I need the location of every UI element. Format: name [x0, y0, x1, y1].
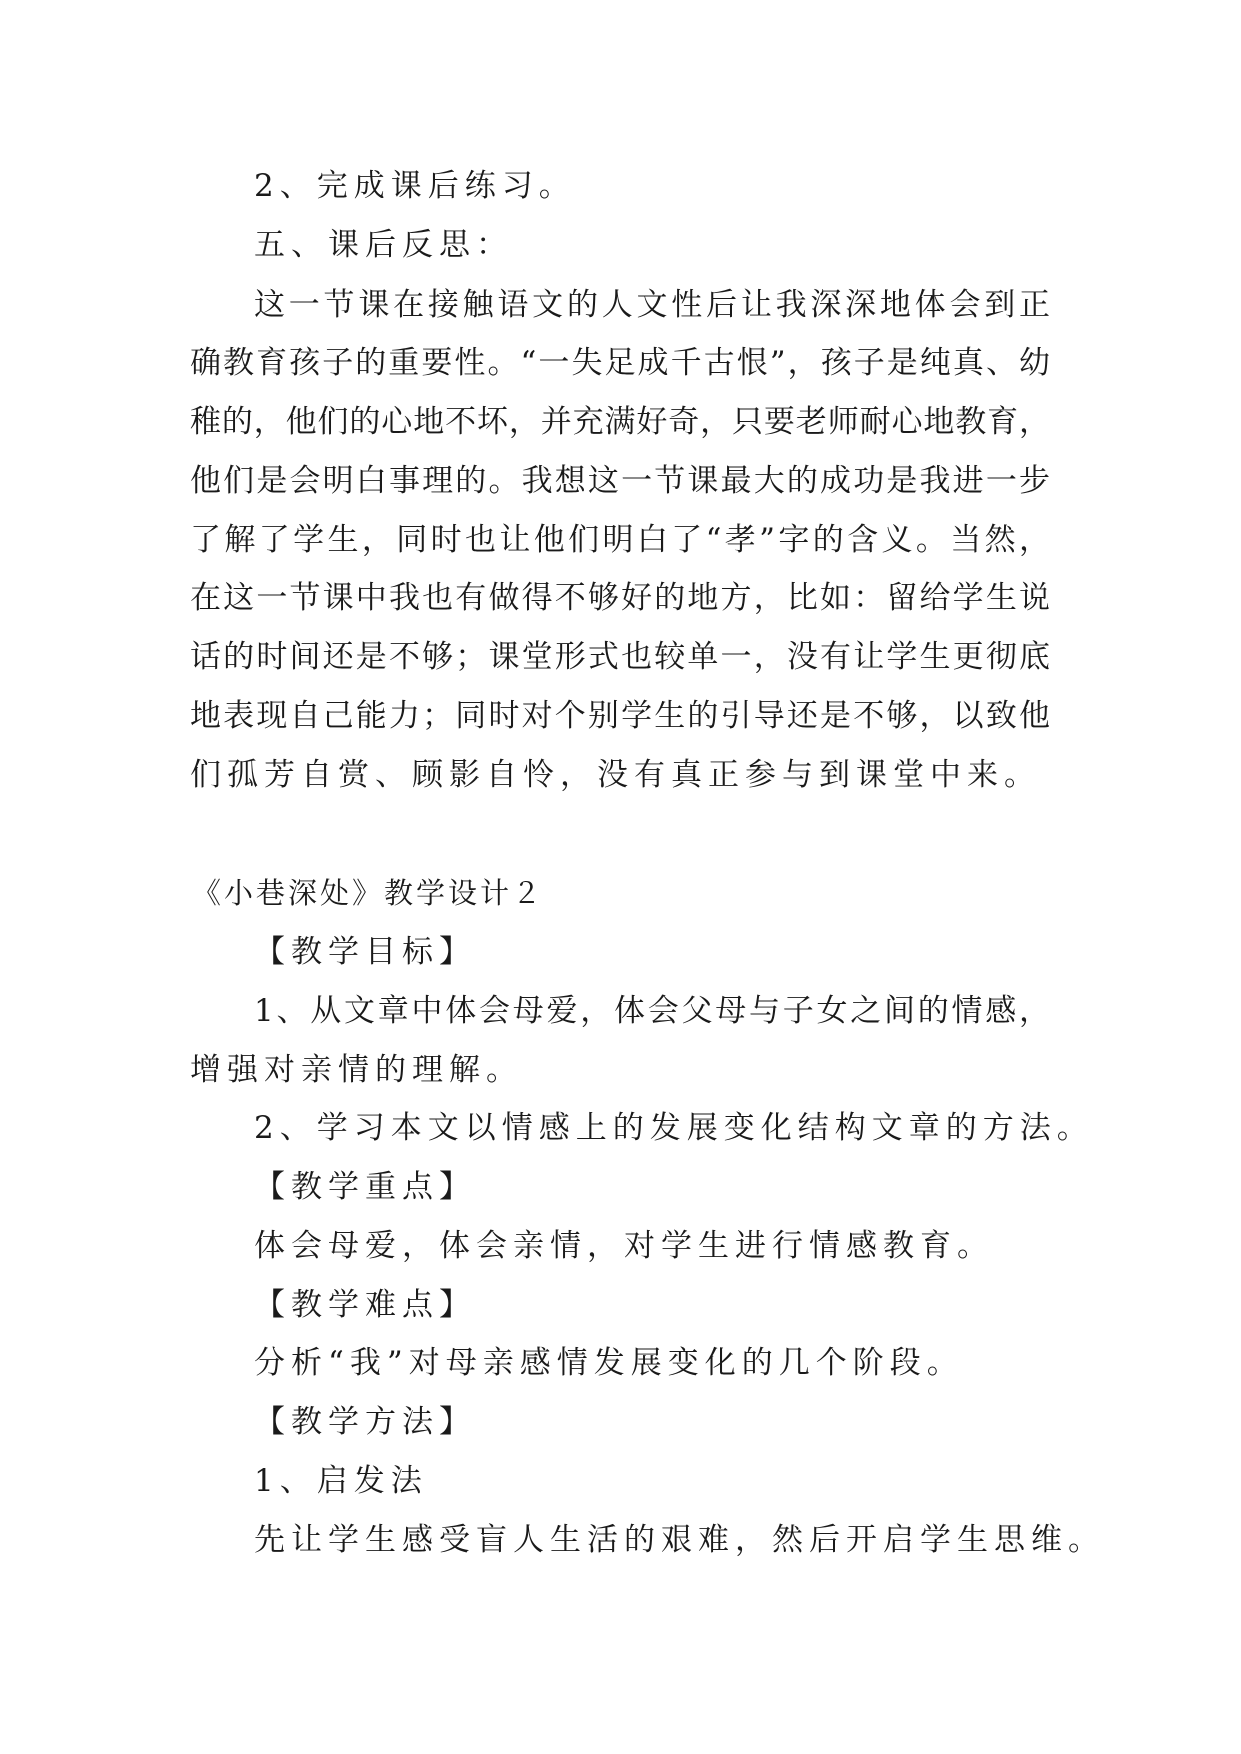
- objective-item-continuation: 增强对亲情的理解。: [190, 1052, 523, 1088]
- section-heading-key-points: 【教学重点】: [254, 1169, 476, 1205]
- exercise-item: 2、完成课后练习。: [254, 168, 576, 204]
- reflection-paragraph-line: 话的时间还是不够；课堂形式也较单一，没有让学生更彻底: [190, 639, 1050, 675]
- reflection-paragraph-line: 他们是会明白事理的。我想这一节课最大的成功是我进一步: [190, 463, 1050, 499]
- difficulties-text: 分析“我”对母亲感情发展变化的几个阶段。: [254, 1345, 964, 1381]
- section-heading-reflection: 五、课后反思：: [254, 227, 513, 263]
- section-heading-objectives: 【教学目标】: [254, 934, 476, 970]
- section-heading-difficulties: 【教学难点】: [254, 1287, 476, 1323]
- reflection-paragraph-line: 确教育孩子的重要性。“一失足成千古恨”，孩子是纯真、幼: [190, 345, 1050, 381]
- reflection-paragraph-line: 这一节课在接触语文的人文性后让我深深地体会到正: [254, 287, 1050, 323]
- section-heading-methods: 【教学方法】: [254, 1404, 476, 1440]
- reflection-paragraph-line: 们孤芳自赏、顾影自怜，没有真正参与到课堂中来。: [190, 757, 1041, 793]
- reflection-paragraph-line: 地表现自己能力；同时对个别学生的引导还是不够，以致他: [190, 698, 1050, 734]
- reflection-paragraph-line: 稚的，他们的心地不坏，并充满好奇，只要老师耐心地教育，: [190, 404, 1050, 440]
- objective-item: 2、学习本文以情感上的发展变化结构文章的方法。: [254, 1110, 1094, 1146]
- reflection-paragraph-line: 在这一节课中我也有做得不够好的地方，比如：留给学生说: [190, 580, 1050, 616]
- method-item: 1、启发法: [254, 1463, 428, 1499]
- objective-item: 1、从文章中体会母爱，体会父母与子女之间的情感，: [254, 993, 1050, 1029]
- key-points-text: 体会母爱，体会亲情，对学生进行情感教育。: [254, 1228, 994, 1264]
- document-subtitle: 《小巷深处》教学设计２: [192, 876, 545, 910]
- reflection-paragraph-line: 了解了学生，同时也让他们明白了“孝”字的含义。当然，: [190, 522, 1050, 558]
- method-description: 先让学生感受盲人生活的艰难，然后开启学生思维。: [254, 1522, 1105, 1558]
